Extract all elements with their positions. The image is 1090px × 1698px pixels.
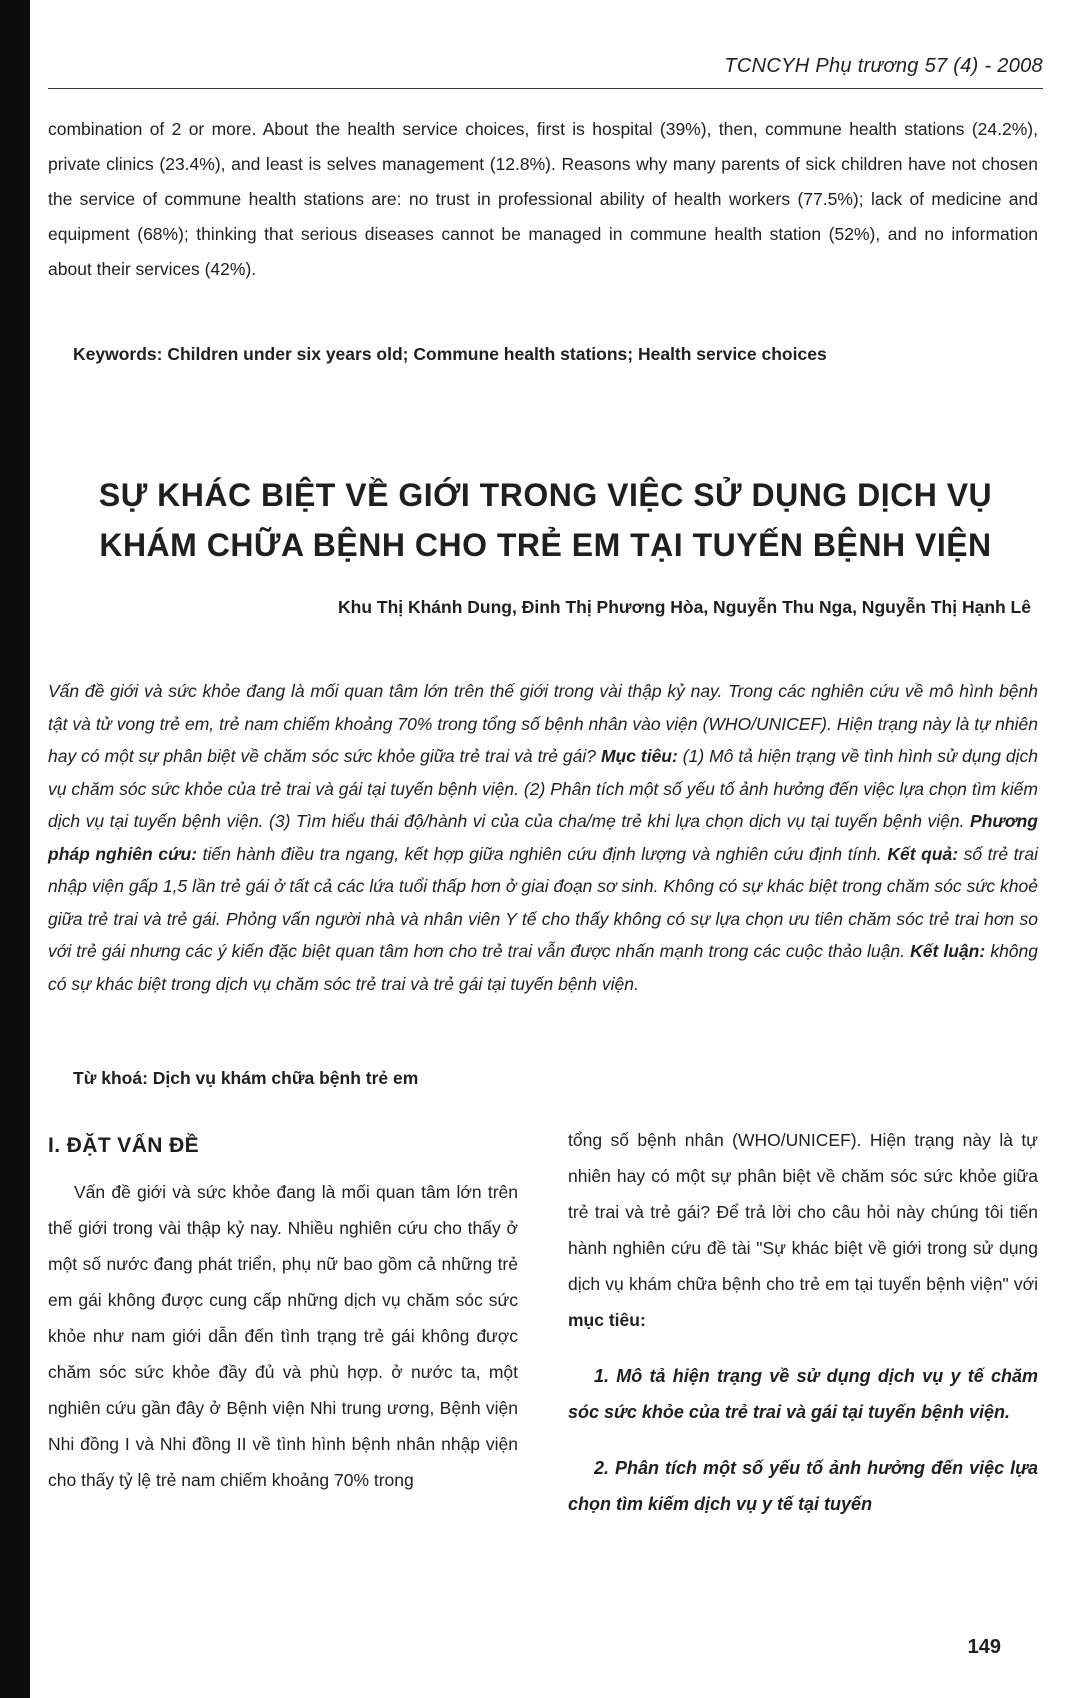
- conclusion-label: Kết luận:: [910, 941, 986, 961]
- objective-label: Mục tiêu:: [600, 746, 678, 766]
- article-title-line-2: KHÁM CHỮA BỆNH CHO TRẺ EM TẠI TUYẾN BỆNH VIỆN: [99, 527, 992, 563]
- objective-item-2: 2. Phân tích một số yếu tố ảnh hưởng đến việc lựa chọn tìm kiếm dịch vụ y tế tại tuyến: [568, 1458, 1038, 1514]
- abstract-method: tiến hành điều tra ngang, kết hợp giữa nghiên cứu định lượng và nghiên cứu định tính.: [202, 843, 882, 864]
- objective-item-1: 1. Mô tả hiện trạng về sử dụng dịch vụ y tế chăm sóc sức khỏe của trẻ trai và gái tại tuyến bệnh viện.: [568, 1366, 1038, 1422]
- intro-paragraph-continued: [568, 1122, 1038, 1338]
- running-header: TCNCYH Phụ trương 57 (4) - 2008: [724, 55, 1043, 77]
- abstract-conclusion: không có sự khác biệt trong dịch vụ chăm sóc trẻ trai và trẻ gái tại tuyến bệnh viện.: [48, 941, 1038, 994]
- method-label: Phương pháp nghiên cứu:: [48, 811, 1038, 864]
- article-title: [48, 470, 1043, 570]
- result-label: Kết quả:: [887, 843, 959, 864]
- vietnamese-keywords: Từ khoá: Dịch vụ khám chữa bệnh trẻ em: [73, 1068, 419, 1088]
- vietnamese-abstract: [48, 675, 1038, 1000]
- scan-edge-border: [0, 0, 30, 1698]
- abstract-intro: Vấn đề giới và sức khỏe đang là mối quan tâm lớn trên thế giới trong vài thập kỷ nay. Trong các nghiên cứu về mô hình bệnh tật và tử vong trẻ em, trẻ nam chiếm khoảng 70% trong tổng số bệnh nhân vào viện (WHO/UNICEF). Hiện trạng này là tự nhiên hay có một sự phân biệt về chăm sóc sức khỏe giữa trẻ trai và trẻ gái?: [48, 681, 1038, 766]
- article-title-line-1: SỰ KHÁC BIỆT VỀ GIỚI TRONG VIỆC SỬ DỤNG DỊCH VỤ: [98, 477, 993, 513]
- page-number: 149: [967, 1636, 1001, 1658]
- objectives-label: mục tiêu:: [568, 1310, 646, 1330]
- intro-paragraph: Vấn đề giới và sức khỏe đang là mối quan tâm lớn trên thế giới trong vài thập kỷ nay. Nhiều nghiên cứu cho thấy ở một số nước đang phát triển, phụ nữ bao gồm cả những trẻ em gái không được cung cấp những dịch vụ chăm sóc sức khỏe như nam giới dẫn đến tình trạng trẻ gái không được chăm sóc sức khỏe đầy đủ và phù hợp. ở nước ta, một nghiên cứu gần đây ở Bệnh viện Nhi trung ương, Bệnh viện Nhi đồng I và Nhi đồng II về tình hình bệnh nhân nhập viện cho thấy tỷ lệ trẻ nam chiếm khoảng 70% trong: [48, 1182, 518, 1490]
- left-column: [48, 1122, 518, 1498]
- english-keywords: Keywords: Children under six years old; Commune health stations; Health service choices: [73, 344, 827, 364]
- journal-page: [48, 0, 1043, 1698]
- right-column: [568, 1122, 1038, 1522]
- header-rule: [48, 88, 1043, 89]
- intro-continued-text: tổng số bệnh nhân (WHO/UNICEF). Hiện trạng này là tự nhiên hay có một sự phân biệt về chăm sóc sức khỏe giữa trẻ trai và trẻ gái? Để trả lời cho câu hỏi này chúng tôi tiến hành nghiên cứu đề tài "Sự khác biệt về giới trong sử dụng dịch vụ khám chữa bệnh cho trẻ em tại tuyến bệnh viện" với: [568, 1130, 1038, 1294]
- english-abstract: combination of 2 or more. About the health service choices, first is hospital (39%), then, commune health stations (24.2%), private clinics (23.4%), and least is selves management (12.8%). Reasons why many parents of sick children have not chosen the service of commune health stations are: no trust in professional ability of health workers (77.5%); lack of medicine and equipment (68%); thinking that serious diseases cannot be managed in commune health station (52%), and no information about their services (42%).: [48, 119, 1038, 279]
- author-list: Khu Thị Khánh Dung, Đinh Thị Phương Hòa, Nguyễn Thu Nga, Nguyễn Thị Hạnh Lê: [338, 597, 1031, 617]
- abstract-result: số trẻ trai nhập viện gấp 1,5 lần trẻ gái ở tất cả các lứa tuổi thấp hơn ở giai đoạn sơ sinh. Không có sự khác biệt trong chăm sóc sức khoẻ giữa trẻ trai và trẻ gái. Phỏng vấn người nhà và nhân viên Y tế cho thấy không có sự lựa chọn ưu tiên chăm sóc trẻ trai hơn so với trẻ gái nhưng các ý kiến đặc biệt quan tâm hơn cho trẻ trai vẫn được nhấn mạnh trong các cuộc thảo luận.: [48, 843, 1038, 961]
- abstract-objective: (1) Mô tả hiện trạng về tình hình sử dụng dịch vụ chăm sóc sức khỏe của trẻ trai và gái tại tuyến bệnh viện. (2) Phân tích một số yếu tố ảnh hưởng đến việc lựa chọn tìm kiếm dịch vụ tại tuyến bệnh viện. (3) Tìm hiểu thái độ/hành vi của của cha/mẹ trẻ khi lựa chọn dịch vụ tại tuyến bệnh viện.: [48, 746, 1038, 831]
- section-heading: I. ĐẶT VẤN ĐỀ: [48, 1134, 200, 1157]
